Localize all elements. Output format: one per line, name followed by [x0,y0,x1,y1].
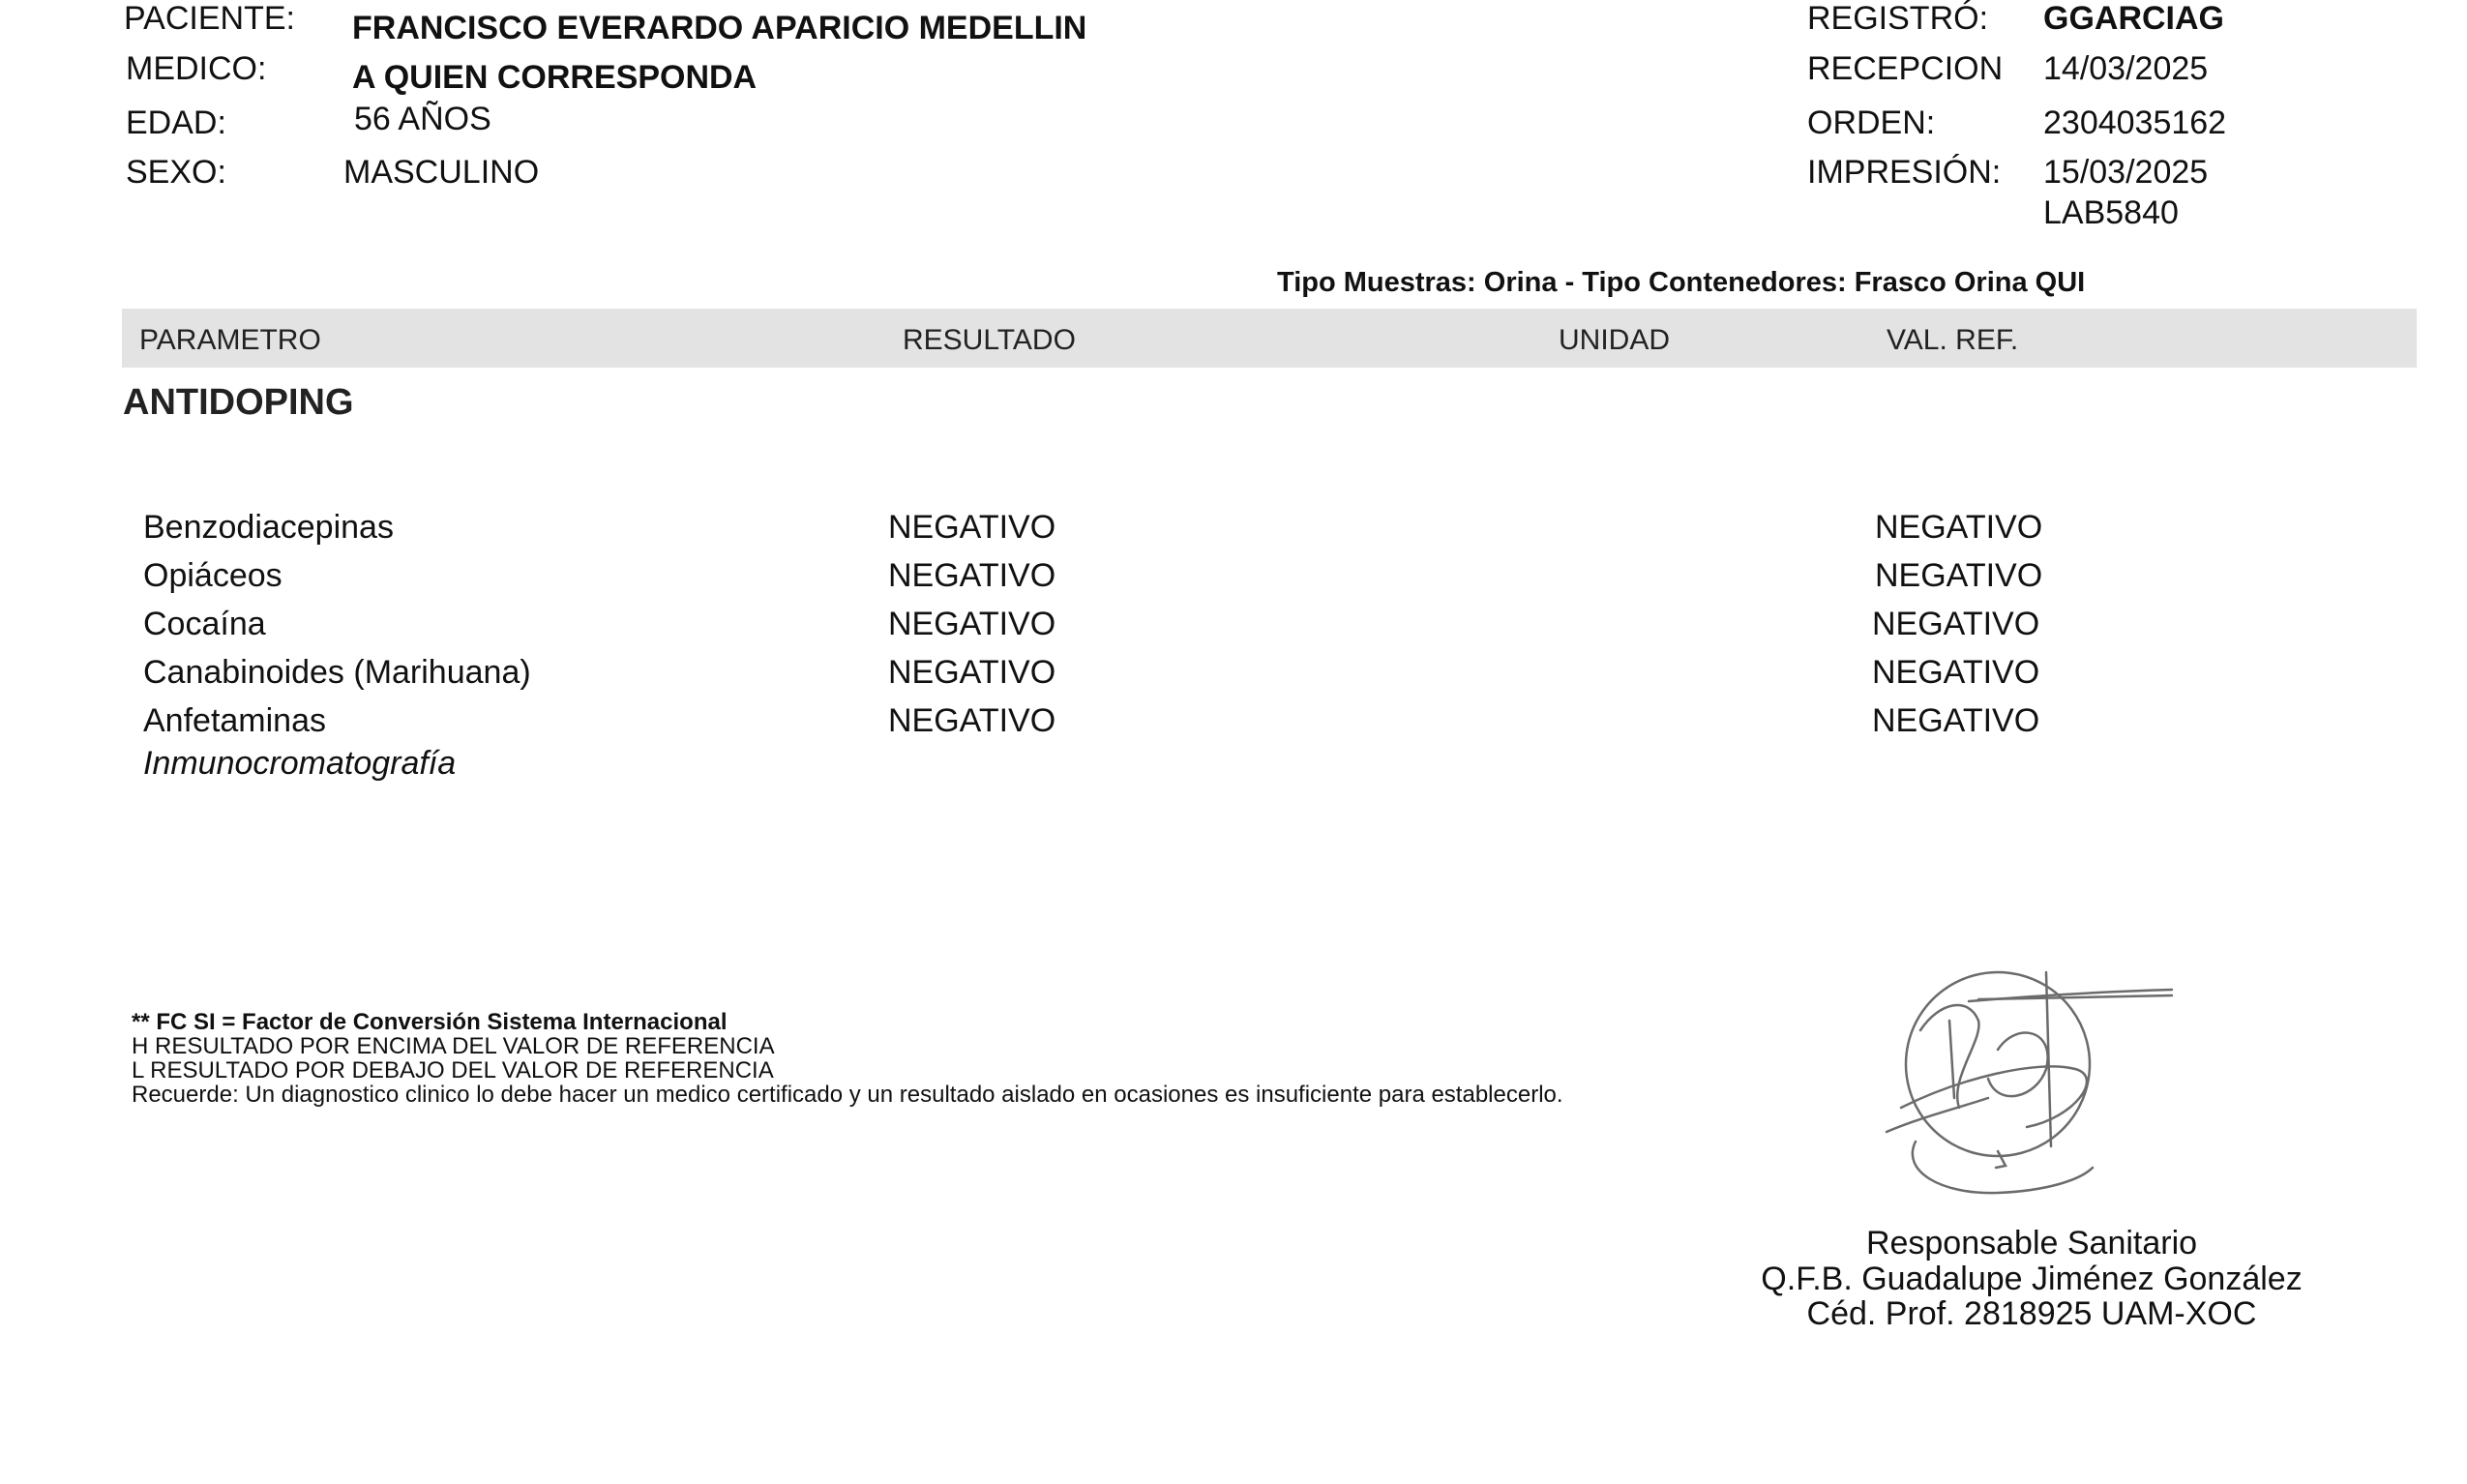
paciente-value: FRANCISCO EVERARDO APARICIO MEDELLIN [352,10,1087,46]
row-resultado: NEGATIVO [888,509,1056,546]
sexo-value: MASCULINO [343,154,540,191]
header-val-ref: VAL. REF. [1887,324,2019,356]
registro-label: REGISTRÓ: [1807,0,1989,37]
h-note: H RESULTADO POR ENCIMA DEL VALOR DE REFERENCIA [132,1033,775,1059]
impresion-value: 15/03/2025 [2043,154,2209,191]
row-resultado: NEGATIVO [888,606,1056,642]
table-header [122,309,2417,368]
medico-value: A QUIEN CORRESPONDA [352,59,758,96]
medico-label: MEDICO: [126,50,267,87]
signature-cedula: Céd. Prof. 2818925 UAM-XOC [1806,1295,2257,1332]
header-unidad: UNIDAD [1559,324,1671,356]
signature-image [1882,963,2182,1204]
paciente-label: PACIENTE: [124,0,295,37]
row-val-ref: NEGATIVO [1875,509,2043,546]
row-parametro: Opiáceos [143,557,282,594]
row-parametro: Cocaína [143,606,266,642]
row-val-ref: NEGATIVO [1872,606,2040,642]
row-val-ref: NEGATIVO [1875,557,2043,594]
signature-role: Responsable Sanitario [1865,1225,2198,1261]
section-title: ANTIDOPING [123,382,354,423]
header-parametro: PARAMETRO [139,324,321,356]
header-resultado: RESULTADO [903,324,1076,356]
impresion-label: IMPRESIÓN: [1807,154,2002,191]
row-resultado: NEGATIVO [888,702,1056,739]
row-resultado: NEGATIVO [888,557,1056,594]
row-resultado: NEGATIVO [888,654,1056,691]
row-parametro: Anfetaminas [143,702,326,739]
lab-code: LAB5840 [2043,194,2179,231]
reminder-note: Recuerde: Un diagnostico clinico lo debe hacer un medico certificado y un resultado aislado en ocasiones es insuficiente para establecerlo. [132,1082,1563,1108]
edad-label: EDAD: [126,104,226,141]
row-val-ref: NEGATIVO [1872,702,2040,739]
sample-info: Tipo Muestras: Orina - Tipo Contenedores: Frasco Orina QUI [1277,267,2086,298]
signature-name: Q.F.B. Guadalupe Jiménez González [1761,1261,2303,1297]
registro-value: GGARCIAG [2043,0,2224,37]
recepcion-label: RECEPCION [1807,50,2004,87]
row-parametro: Benzodiacepinas [143,509,394,546]
orden-label: ORDEN: [1807,104,1936,141]
method-note: Inmunocromatografía [143,745,457,782]
edad-value: 56 AÑOS [354,101,491,137]
l-note: L RESULTADO POR DEBAJO DEL VALOR DE REFERENCIA [132,1057,774,1083]
row-val-ref: NEGATIVO [1872,654,2040,691]
recepcion-value: 14/03/2025 [2043,50,2209,87]
sexo-label: SEXO: [126,154,226,191]
orden-value: 2304035162 [2043,104,2227,141]
fc-si-note: ** FC SI = Factor de Conversión Sistema Internacional [132,1009,728,1035]
footnotes [132,1010,1563,1107]
row-parametro: Canabinoides (Marihuana) [143,654,531,691]
